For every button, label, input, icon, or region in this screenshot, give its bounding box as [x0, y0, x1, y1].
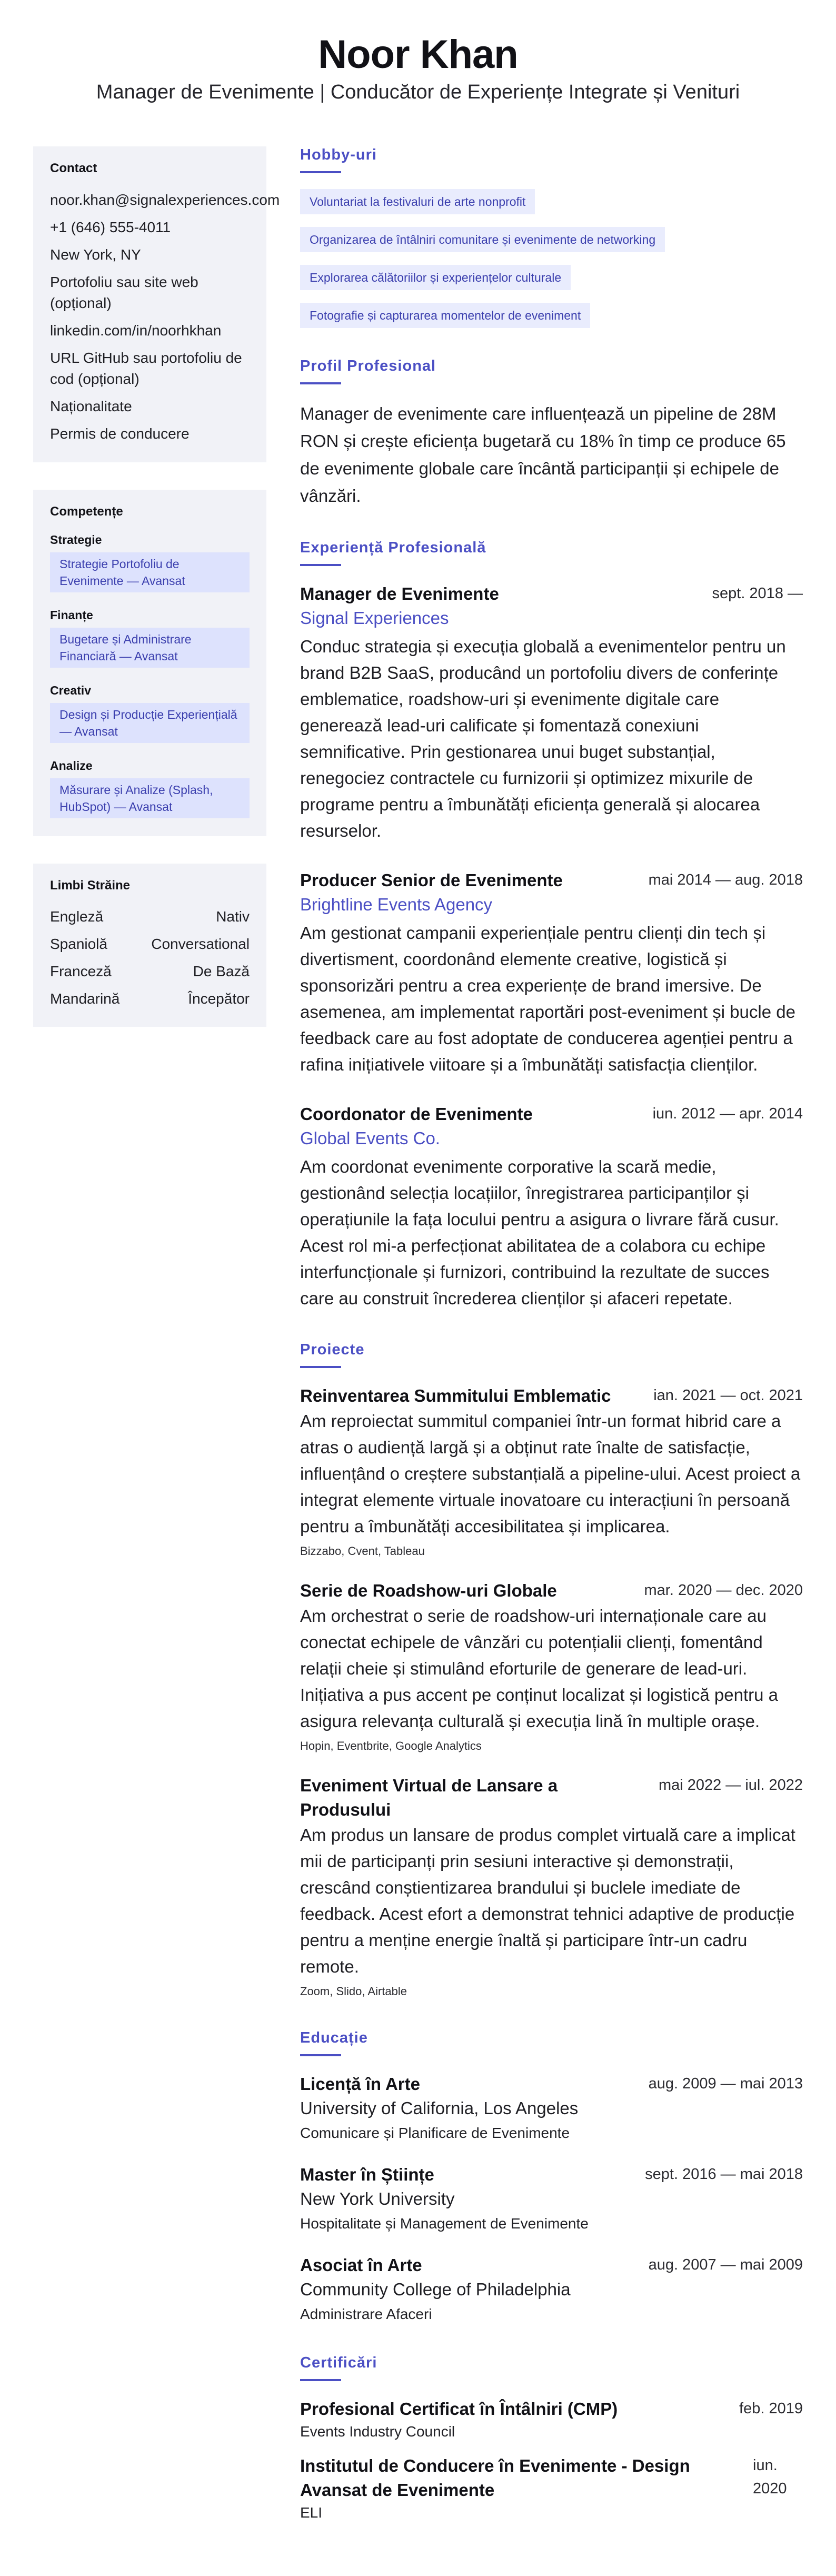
certification-issuer: ELI: [300, 2504, 323, 2521]
contact-email[interactable]: noor.khan@signalexperiences.com: [50, 192, 280, 208]
experience-entry: [300, 868, 803, 1078]
project-tools: Hopin, Eventbrite, Google Analytics: [300, 1739, 482, 1752]
section-divider: [300, 2379, 341, 2381]
language-name: Spaniolă: [50, 936, 107, 952]
job-dates: mai 2014 — aug. 2018: [648, 871, 803, 888]
job-company: Signal Experiences: [300, 608, 449, 628]
education-entry: [300, 2253, 803, 2325]
degree-dates: sept. 2016 — mai 2018: [645, 2166, 803, 2183]
profile-section: [300, 358, 803, 510]
language-row: [50, 934, 250, 954]
language-row: [50, 989, 250, 1009]
language-level: Nativ: [216, 908, 250, 925]
resume-body: [33, 146, 803, 2523]
job-dates: sept. 2018 —: [712, 585, 803, 602]
study-field: Hospitalitate și Management de Evenimente: [300, 2215, 589, 2232]
language-level: Începător: [188, 990, 250, 1007]
hobby-chip: Explorarea călătoriilor și experiențelor culturale: [300, 265, 571, 290]
project-entry: [300, 1579, 803, 1755]
experience-entry: [300, 582, 803, 844]
language-name: Engleză: [50, 908, 104, 925]
certification-name: Profesional Certificat în Întâlniri (CMP): [300, 2399, 618, 2419]
certification-entry: [300, 2397, 803, 2442]
certifications-section: [300, 2354, 803, 2523]
project-name: Serie de Roadshow-uri Globale: [300, 1581, 557, 1600]
hobby-list: [300, 189, 803, 328]
project-description: Am produs un lansare de produs complet virtuală care a implicat mii de participanți prin sesiuni interactive și demonstrații, crescând conștientizarea brandului și buclele imediate de feedback. Acest efort a demonstrat tehnici adaptive de producție pentru a menține energie înaltă și participare într-un cadru remote.: [300, 1825, 795, 1976]
job-company: Global Events Co.: [300, 1128, 440, 1148]
project-name: Eveniment Virtual de Lansare a Produsului: [300, 1776, 558, 1819]
competency-label: Creativ: [50, 683, 91, 697]
job-description: Am coordonat evenimente corporative la scară medie, gestionând selecția locațiilor, înregistrarea participanților și operațiunile la fața locului pentru a asigura o livrare fără cusur. Acest rol mi-a perfecționat abilitatea de a colabora cu echipe interfuncționale și furnizori, contribuind la rezultate de succes care au construit încrederea clienților și afaceri repetate.: [300, 1157, 779, 1308]
competencies-title: Competențe: [50, 504, 123, 519]
project-entry: [300, 1774, 803, 2000]
contact-title: Contact: [50, 161, 97, 175]
section-divider: [300, 1366, 341, 1368]
education-title: Educație: [300, 2029, 368, 2046]
competency-group: [50, 608, 250, 668]
contact-portfolio: Portofoliu sau site web (opțional): [50, 274, 198, 311]
contact-card: [33, 146, 280, 462]
job-description: Conduc strategia și execuția globală a evenimentelor pentru un brand B2B SaaS, producând un portofoliu divers de conferințe emblematice, roadshow-uri și evenimente digitale care generează lead-uri calificate și fomentază conexiuni semnificative. Prin gestionarea unui buget substanțial, renegociez contractele cu furnizorii și optimizez mixurile de programe pentru a îmbunătăți eficiența generală și alocarea resurselor.: [300, 637, 786, 840]
competency-chip: Bugetare și Administrare Financiară — Avansat: [50, 628, 250, 668]
certification-date: feb. 2019: [739, 2400, 803, 2417]
hobby-chip: Fotografie și capturarea momentelor de eveniment: [300, 303, 590, 328]
certifications-title: Certificări: [300, 2354, 377, 2371]
hobby-chip: Voluntariat la festivaluri de arte nonprofit: [300, 189, 535, 214]
section-divider: [300, 2054, 341, 2056]
school-name: New York University: [300, 2189, 455, 2208]
job-title: Manager de Evenimente: [300, 584, 499, 603]
language-level: Conversational: [151, 936, 250, 952]
languages-card: [33, 864, 266, 1027]
contact-nationality: Naționalitate: [50, 398, 132, 414]
contact-license: Permis de conducere: [50, 425, 190, 442]
competency-chip: Măsurare și Analize (Splash, HubSpot) — Avansat: [50, 778, 250, 818]
competency-label: Analize: [50, 759, 93, 772]
job-description: Am gestionat campanii experiențiale pentru clienți din tech și divertisment, coordonând elemente creative, logistică și sponsorizări pentru a crea experiențe de brand imersive. De asemenea, am implementat raportări post-eveniment și bucle de feedback care au fost adoptate de conducerea agenției pentru a rafina inițiativele viitoare și a îmbunătăți satisfacția clienților.: [300, 923, 795, 1074]
competencies-card: [33, 490, 266, 836]
school-name: Community College of Philadelphia: [300, 2280, 571, 2299]
candidate-headline: Manager de Evenimente | Conducător de Experiențe Integrate și Venituri: [96, 81, 740, 103]
profile-summary: Manager de evenimente care influențează un pipeline de 28M RON și crește eficiența bugetară cu 18% în timp ce produce 65 de evenimente globale care încântă participanții și echipele de vânzări.: [300, 404, 786, 506]
hobbies-title: Hobby-uri: [300, 146, 377, 163]
projects-section: [300, 1341, 803, 2000]
language-row: [50, 907, 250, 927]
contact-linkedin[interactable]: linkedin.com/in/noorhkhan: [50, 322, 222, 339]
job-company: Brightline Events Agency: [300, 895, 493, 914]
hobbies-section: [300, 146, 803, 328]
languages-title: Limbi Străine: [50, 878, 131, 893]
competency-chip: Design și Producție Experiențială — Avansat: [50, 703, 250, 743]
project-entry: [300, 1384, 803, 1560]
section-divider: [300, 564, 341, 566]
section-divider: [300, 382, 341, 384]
language-name: Mandarină: [50, 990, 120, 1007]
project-tools: Zoom, Slido, Airtable: [300, 1985, 407, 1998]
language-row: [50, 962, 250, 982]
project-name: Reinventarea Summitului Emblematic: [300, 1386, 611, 1405]
competency-group: [50, 533, 250, 592]
section-divider: [300, 171, 341, 173]
experience-section: [300, 539, 803, 1312]
experience-title: Experiență Profesională: [300, 539, 486, 556]
study-field: Administrare Afaceri: [300, 2306, 432, 2322]
degree-name: Asociat în Arte: [300, 2255, 422, 2275]
competency-group: [50, 683, 250, 743]
certification-entry: [300, 2454, 803, 2523]
competency-label: Strategie: [50, 533, 102, 547]
degree-dates: aug. 2007 — mai 2009: [648, 2256, 803, 2273]
education-section: [300, 2029, 803, 2325]
contact-github: URL GitHub sau portofoliu de cod (opțional): [50, 350, 242, 387]
profile-title: Profil Profesional: [300, 358, 436, 374]
project-dates: mar. 2020 — dec. 2020: [644, 1582, 803, 1599]
project-description: Am reproiectat summitul companiei într-un format hibrid care a atras o audiență largă și a obținut rate înalte de satisfacție, influențând o creștere substanțială a pipeline-ului. Acest proiect a integrat elemente virtuale inovatoare cu interacțiuni în persoană pentru a îmbunătăți accesibilitatea și implicarea.: [300, 1411, 801, 1536]
main-column: [300, 146, 803, 2523]
study-field: Comunicare și Planificare de Evenimente: [300, 2125, 570, 2141]
project-description: Am orchestrat o serie de roadshow-uri internaționale care au conectat echipele de vânzări cu potențialii clienți, fomentând relații cheie și stimulând eforturile de generare de lead-uri. Inițiativa a pus accent pe conținut localizat și logistică pentru a asigura relevanța culturală și execuția lină în multiple orașe.: [300, 1606, 779, 1731]
contact-phone[interactable]: +1 (646) 555-4011: [50, 219, 171, 235]
job-dates: iun. 2012 — apr. 2014: [652, 1105, 803, 1122]
certification-issuer: Events Industry Council: [300, 2423, 455, 2440]
project-tools: Bizzabo, Cvent, Tableau: [300, 1544, 425, 1558]
education-entry: [300, 2163, 803, 2234]
job-title: Coordonator de Evenimente: [300, 1104, 533, 1124]
project-dates: ian. 2021 — oct. 2021: [653, 1387, 803, 1404]
degree-name: Licență în Arte: [300, 2074, 420, 2094]
language-level: De Bază: [193, 963, 250, 979]
degree-dates: aug. 2009 — mai 2013: [648, 2075, 803, 2092]
education-entry: [300, 2072, 803, 2144]
job-title: Producer Senior de Evenimente: [300, 870, 563, 890]
contact-location: New York, NY: [50, 246, 141, 263]
candidate-name: Noor Khan: [318, 32, 518, 77]
certification-date: iun. 2020: [753, 2457, 787, 2497]
resume-header: [33, 0, 803, 105]
competency-label: Finanțe: [50, 608, 93, 622]
project-dates: mai 2022 — iul. 2022: [658, 1777, 803, 1794]
experience-entry: [300, 1102, 803, 1312]
competency-group: [50, 759, 250, 818]
sidebar: [33, 146, 280, 1054]
degree-name: Master în Științe: [300, 2165, 434, 2184]
projects-title: Proiecte: [300, 1341, 365, 1358]
hobby-chip: Organizarea de întâlniri comunitare și evenimente de networking: [300, 227, 665, 252]
certification-name: Institutul de Conducere în Evenimente - Design Avansat de Evenimente: [300, 2456, 690, 2500]
competency-chip: Strategie Portofoliu de Evenimente — Avansat: [50, 552, 250, 592]
language-name: Franceză: [50, 963, 112, 979]
school-name: University of California, Los Angeles: [300, 2098, 579, 2118]
